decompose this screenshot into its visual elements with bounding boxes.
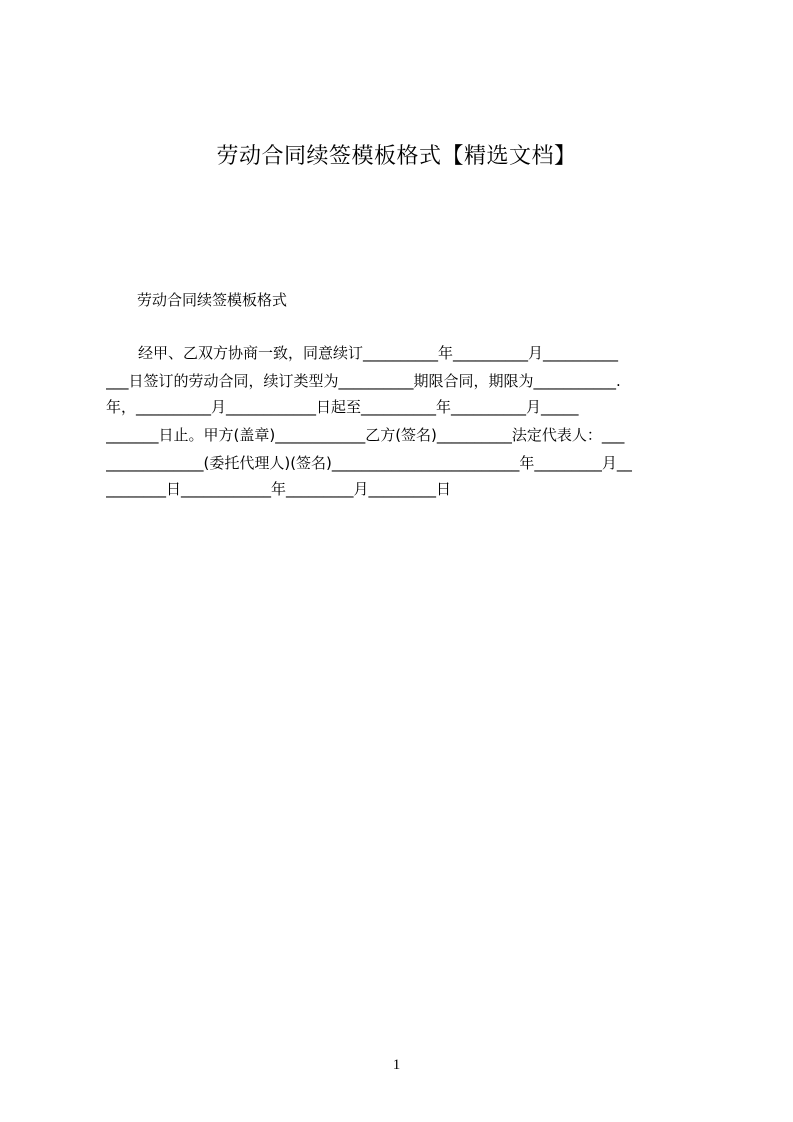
body-line-3: 年，__________月____________日起至__________年__________月_____ [106,398,579,416]
body-line-6: ________日____________年_________月_________日 [106,480,452,498]
body-line-5: _____________(委托代理人)(签名)_________________________年_________月__ [106,454,632,472]
body-line-2: ___日签订的劳动合同，续订类型为__________期限合同，期限为___________. [106,372,621,390]
page-number: 1 [392,1057,401,1073]
page-title: 劳动合同续签模板格式【精选文档】 [216,144,577,169]
document-subtitle: 劳动合同续签模板格式 [137,291,288,309]
body-line-4: _______日止。甲方(盖章)____________乙方(签名)__________法定代表人：___ [106,426,625,444]
body-line-1: 经甲、乙双方协商一致，同意续订__________年__________月__________ [138,344,619,362]
